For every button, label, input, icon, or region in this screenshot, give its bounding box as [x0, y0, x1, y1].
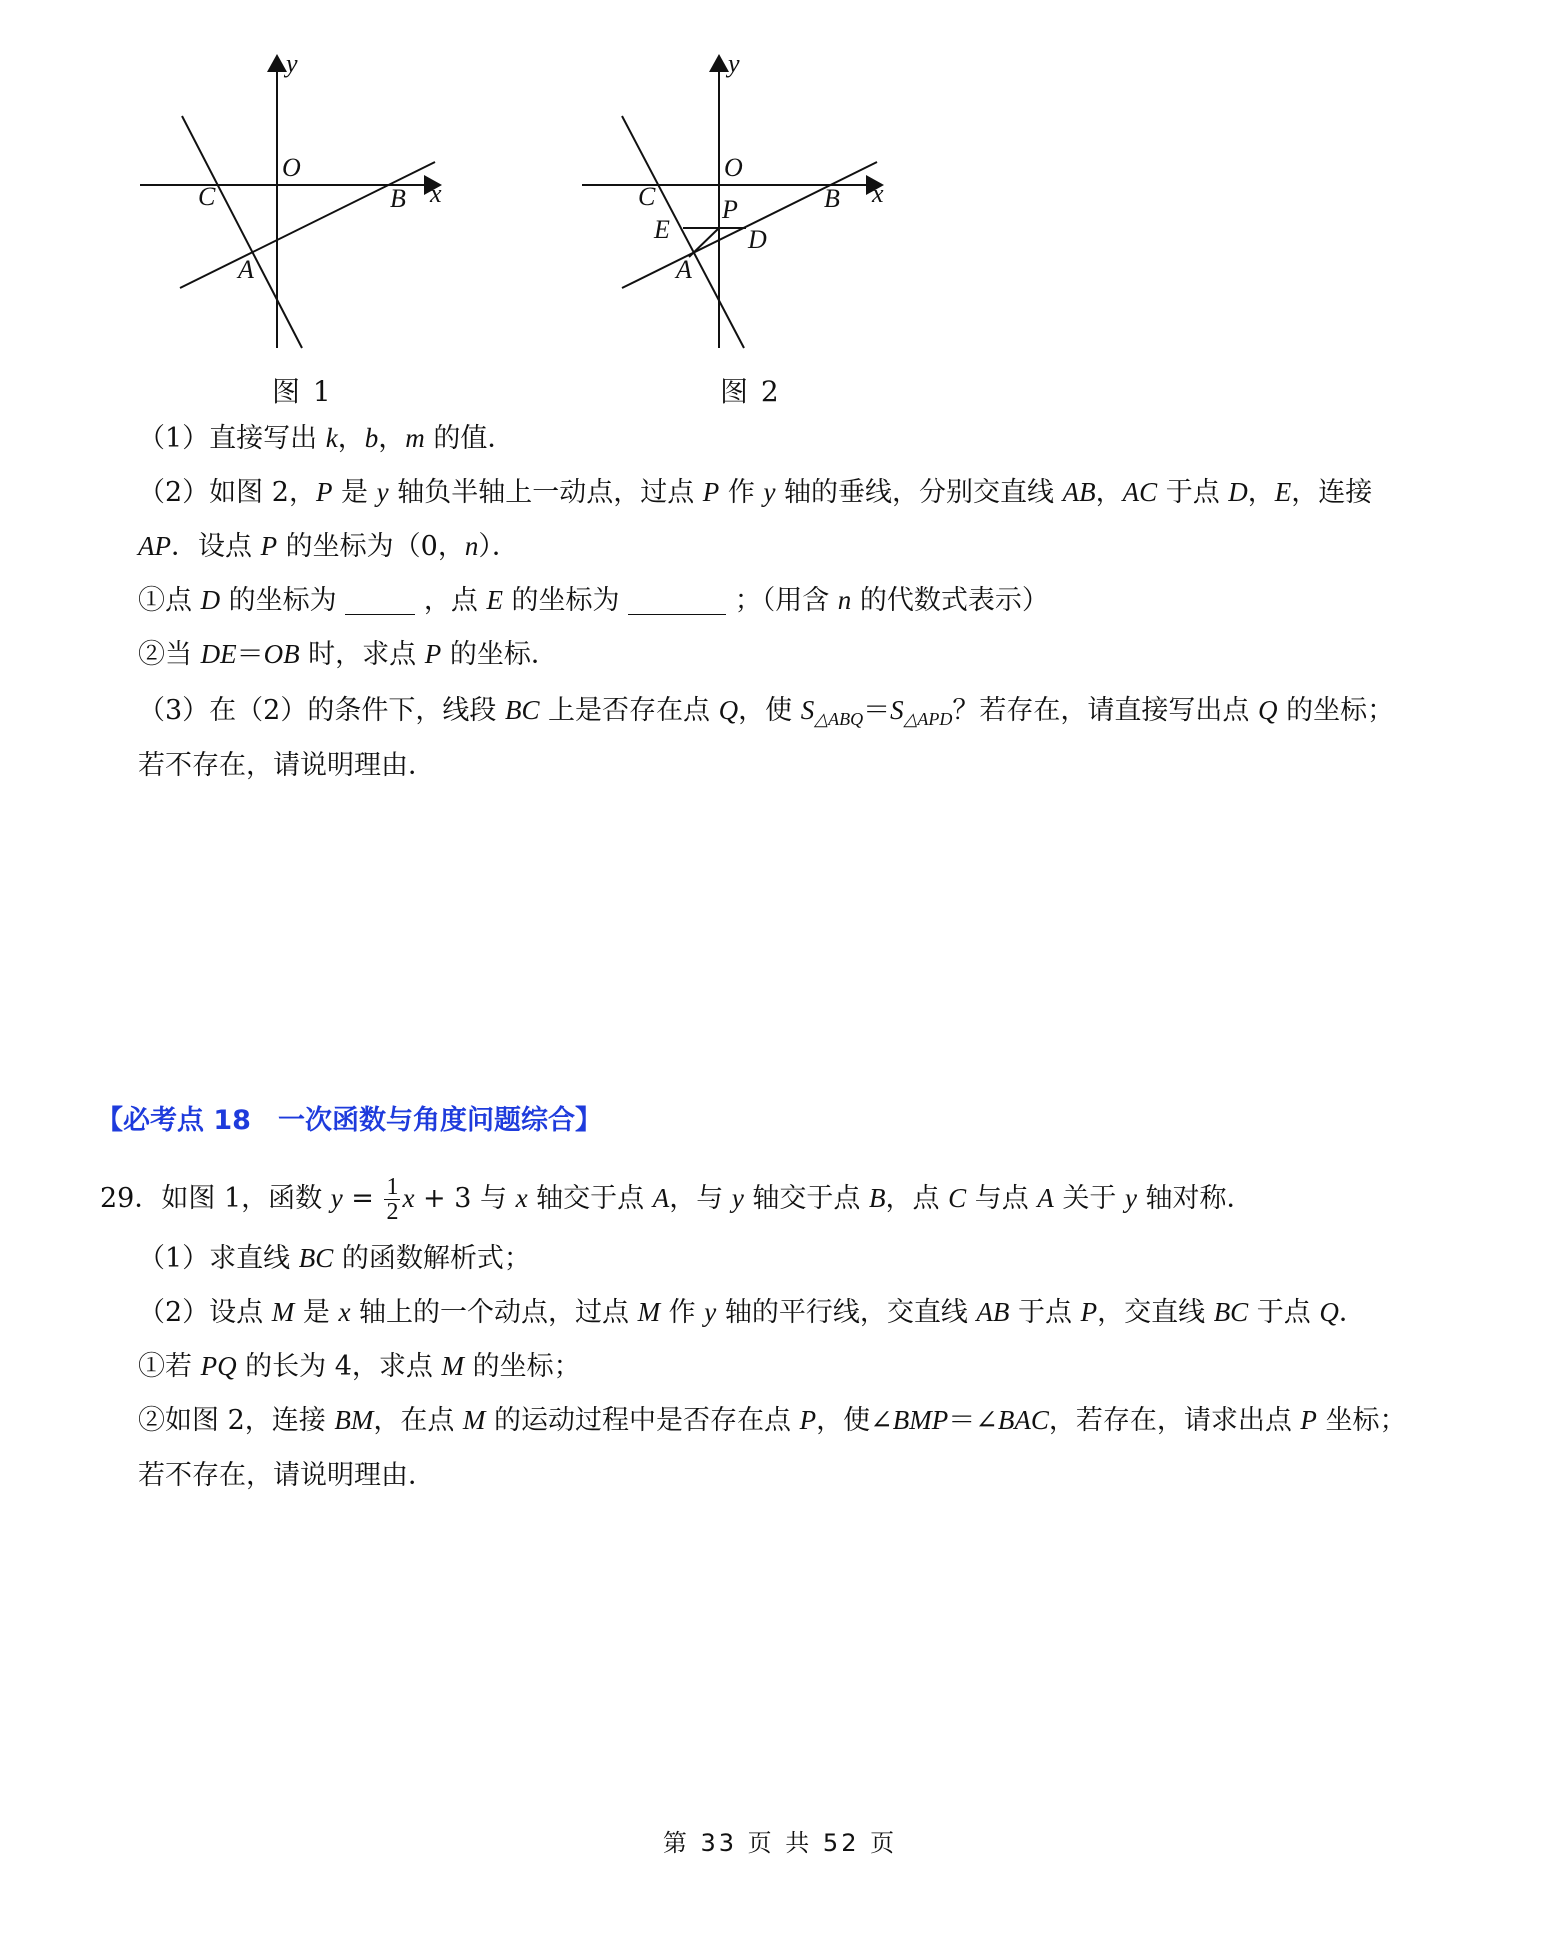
label-b: B — [824, 184, 840, 213]
answer-blank-e[interactable] — [628, 584, 726, 615]
section-heading: 【必考点 18 一次函数与角度问题综合】 — [96, 1105, 602, 1136]
label-c: C — [638, 182, 656, 211]
q28-part3: （3）在（2）的条件下，线段 BC 上是否存在点 Q，使 $S_{\triangle ABQ}=S_{\triangle APD}$？若存在，请直接写出点 Q 的坐标； — [138, 695, 1395, 729]
label-d: D — [748, 225, 767, 254]
q29-part2-2: ②如图 2，连接 BM，在点 M 的运动过程中是否存在点 P，使∠BMP＝∠BAC，若存在，请求出点 P 坐标； — [138, 1405, 1407, 1436]
page-footer: 第 33 页 共 52 页 — [662, 1829, 898, 1857]
figure-1-caption: 图 1 — [272, 375, 333, 408]
q28-part1: （1）直接写出 k，b，m 的值． — [138, 423, 515, 454]
q29-part2: （2）设点 M 是 x 轴上的一个动点，过点 M 作 y 轴的平行线，交直线 AB 于点 P，交直线 BC 于点 Q． — [138, 1297, 1366, 1328]
label-c: C — [198, 182, 216, 211]
q29-part1: （1）求直线 BC 的函数解析式； — [138, 1243, 531, 1274]
figure-2-caption: 图 2 — [720, 375, 781, 408]
label-x: x — [872, 179, 884, 208]
q29-part2-2-cont: 若不存在，请说明理由． — [138, 1460, 435, 1491]
q28-part2-2: ②当 DE＝OB 时，求点 P 的坐标． — [138, 639, 558, 670]
label-o: O — [282, 153, 301, 182]
q29-part2-1: ①若 PQ 的长为 4，求点 M 的坐标； — [138, 1351, 581, 1382]
label-x: x — [430, 179, 442, 208]
label-e: E — [654, 215, 670, 244]
answer-blank-d[interactable] — [345, 584, 415, 615]
line-ac — [182, 116, 302, 348]
label-p: P — [722, 195, 738, 224]
label-b: B — [390, 184, 406, 213]
fraction-one-half: $\frac{1}{2}$ — [386, 1174, 399, 1225]
line-ac — [622, 116, 744, 348]
q28-part3-cont: 若不存在，请说明理由． — [138, 750, 435, 781]
label-a: A — [238, 255, 254, 284]
label-y: y — [286, 50, 298, 78]
figure-1 — [130, 50, 460, 350]
label-y: y — [728, 50, 740, 78]
figure-2 — [572, 50, 902, 350]
q29-stem: 29．如图 1，函数 y = $\frac{1}{2}$ x + 3 与 x 轴交于点 A，与 y 轴交于点 B，点 C 与点 A 关于 y 轴对称． — [100, 1174, 1254, 1225]
label-a: A — [676, 255, 692, 284]
q28-part2-cont: AP．设点 P 的坐标为（0，n）． — [138, 531, 519, 562]
q28-part2: （2）如图 2，P 是 y 轴负半轴上一动点，过点 P 作 y 轴的垂线，分别交直线 AB，AC 于点 D，E，连接 — [138, 477, 1373, 508]
line-ab — [180, 162, 435, 288]
label-o: O — [724, 153, 743, 182]
q28-part2-1: ①点 D 的坐标为 ，点 E 的坐标为 ；（用含 n 的代数式表示） — [138, 585, 1049, 616]
